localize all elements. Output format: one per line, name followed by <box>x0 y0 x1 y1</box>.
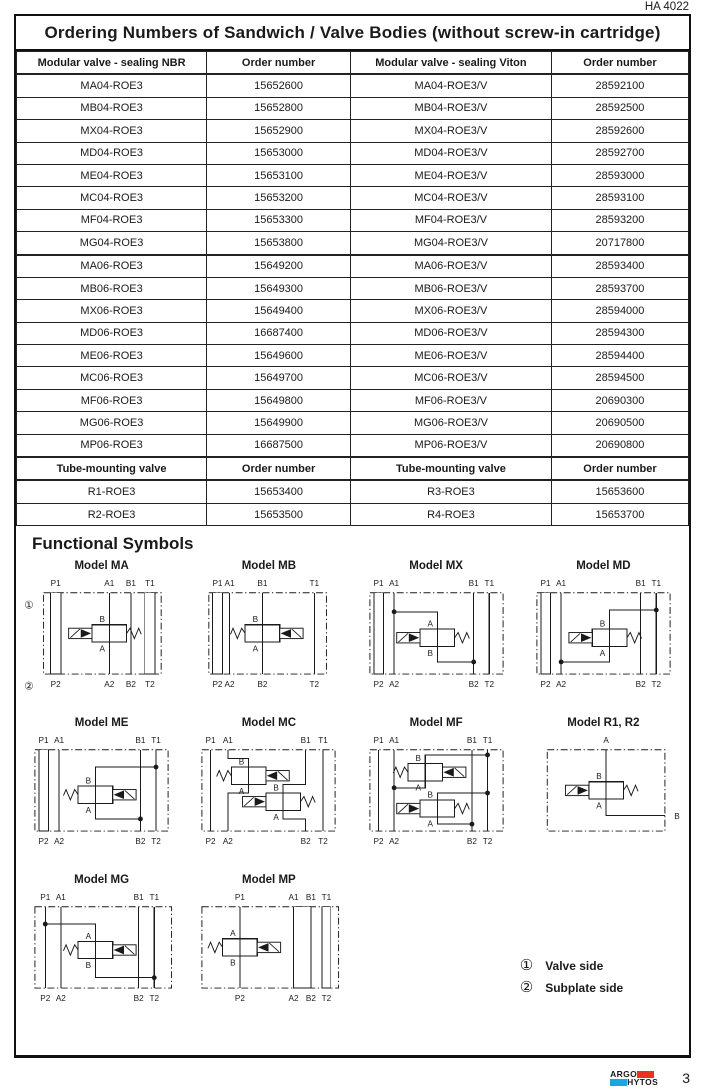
svg-text:T1: T1 <box>149 893 160 903</box>
svg-text:A: A <box>239 787 245 797</box>
table-cell: MD04-ROE3/V <box>350 142 551 164</box>
hydraulic-diagram-mg <box>19 886 184 1014</box>
svg-text:P2: P2 <box>40 994 51 1004</box>
svg-text:B2: B2 <box>306 994 317 1004</box>
model-title: Model MG <box>74 874 130 887</box>
table-cell: 20690500 <box>551 412 688 434</box>
table-row <box>17 503 689 525</box>
svg-text:B1: B1 <box>301 736 312 746</box>
table-cell: 20690300 <box>551 389 688 411</box>
svg-text:B: B <box>674 812 680 822</box>
legend-row-subplate-side <box>520 980 687 995</box>
svg-text:A2: A2 <box>288 994 299 1004</box>
model-title: Model MD <box>576 560 631 573</box>
table-cell: MB06-ROE3 <box>17 277 207 299</box>
page-title: Ordering Numbers of Sandwich / Valve Bodies (without screw-in cartridge) <box>16 16 689 51</box>
table-cell: 28593700 <box>551 277 688 299</box>
logo-text-hytos: HYTOS <box>627 1077 659 1087</box>
table-cell: 15653400 <box>207 480 351 503</box>
table-cell: 15653000 <box>207 142 351 164</box>
svg-text:B1: B1 <box>133 893 144 903</box>
column-header: Order number <box>551 457 688 480</box>
svg-text:B2: B2 <box>135 837 146 847</box>
svg-text:T1: T1 <box>651 579 661 589</box>
svg-text:P2: P2 <box>373 680 384 690</box>
svg-text:T1: T1 <box>484 579 494 589</box>
table-cell: 15652800 <box>207 97 351 119</box>
table-cell: 28593200 <box>551 209 688 231</box>
hydraulic-diagram-r1r2 <box>521 729 686 857</box>
table-cell: 15653200 <box>207 187 351 209</box>
table-cell: 15652900 <box>207 120 351 142</box>
tube-header-row <box>17 457 689 480</box>
table-row <box>17 412 689 434</box>
table-cell: MF06-ROE3/V <box>350 389 551 411</box>
svg-text:B: B <box>415 754 421 764</box>
hydraulic-diagram-ma <box>19 572 184 700</box>
table-cell: MC06-ROE3/V <box>350 367 551 389</box>
svg-text:A2: A2 <box>104 680 115 690</box>
svg-text:A: A <box>253 644 259 654</box>
svg-text:A2: A2 <box>223 837 234 847</box>
svg-text:P2: P2 <box>50 680 61 690</box>
table-cell: 28592500 <box>551 97 688 119</box>
svg-text:A: A <box>273 813 280 823</box>
svg-text:B1: B1 <box>257 579 268 589</box>
svg-text:A1: A1 <box>555 579 567 589</box>
circled-two-icon: ② <box>519 978 534 997</box>
table-cell: 28593000 <box>551 164 688 186</box>
table-cell: MD04-ROE3 <box>17 142 207 164</box>
column-header: Modular valve - sealing NBR <box>17 52 207 75</box>
table-cell: MF04-ROE3/V <box>350 209 551 231</box>
svg-text:P1: P1 <box>38 736 49 746</box>
svg-text:T2: T2 <box>309 680 320 690</box>
column-header: Tube-mounting valve <box>17 457 207 480</box>
functional-symbols-heading: Functional Symbols <box>32 534 194 554</box>
table-cell: 15649200 <box>207 255 351 278</box>
table-row <box>17 480 689 503</box>
svg-text:T2: T2 <box>145 680 155 690</box>
svg-text:B2: B2 <box>126 680 137 690</box>
svg-text:A1: A1 <box>55 893 66 903</box>
table-cell: R4-ROE3 <box>350 503 551 525</box>
table-cell: MX06-ROE3/V <box>350 300 551 322</box>
table-cell: ME04-ROE3/V <box>350 164 551 186</box>
column-header: Order number <box>551 52 688 75</box>
functional-symbol-mp <box>185 872 352 1019</box>
svg-text:A2: A2 <box>388 837 399 847</box>
svg-text:A2: A2 <box>388 680 399 690</box>
svg-text:B: B <box>599 619 606 629</box>
table-cell: 28592700 <box>551 142 688 164</box>
column-header: Tube-mounting valve <box>350 457 551 480</box>
table-cell: 28593100 <box>551 187 688 209</box>
svg-text:B: B <box>427 649 433 659</box>
svg-text:T1: T1 <box>482 736 492 746</box>
svg-text:A2: A2 <box>54 837 65 847</box>
svg-text:T2: T2 <box>151 837 161 847</box>
table-row <box>17 187 689 209</box>
hydraulic-diagram-me <box>19 729 184 857</box>
content-frame <box>14 14 691 1058</box>
svg-text:A: A <box>427 819 433 829</box>
logo-text-argo: ARGO <box>610 1069 638 1079</box>
svg-text:T2: T2 <box>484 680 494 690</box>
svg-text:A2: A2 <box>55 994 66 1004</box>
svg-text:P1: P1 <box>50 579 61 589</box>
svg-text:A: A <box>230 929 237 939</box>
table-cell: MX04-ROE3 <box>17 120 207 142</box>
svg-text:B2: B2 <box>301 837 312 847</box>
model-title: Model ME <box>74 717 129 730</box>
table-cell: MC04-ROE3/V <box>350 187 551 209</box>
functional-symbol-me <box>18 715 185 862</box>
svg-text:B1: B1 <box>306 893 317 903</box>
svg-text:B: B <box>273 783 280 793</box>
svg-text:P1: P1 <box>235 893 246 903</box>
table-cell: 15653800 <box>207 232 351 255</box>
svg-text:B1: B1 <box>135 736 146 746</box>
table-cell: 28592100 <box>551 74 688 97</box>
table-cell: 28594500 <box>551 367 688 389</box>
svg-text:A: A <box>415 783 421 793</box>
hydraulic-diagram-mf <box>354 729 519 857</box>
table-cell: MG04-ROE3/V <box>350 232 551 255</box>
table-cell: MP06-ROE3/V <box>350 434 551 457</box>
table-cell: 15649300 <box>207 277 351 299</box>
svg-text:B2: B2 <box>257 680 268 690</box>
table-cell: MA04-ROE3 <box>17 74 207 97</box>
svg-text:A2: A2 <box>555 680 567 690</box>
model-title: Model MB <box>241 560 297 573</box>
table-cell: R3-ROE3 <box>350 480 551 503</box>
column-header: Order number <box>207 457 351 480</box>
legend-row-valve-side <box>520 958 687 973</box>
svg-text:B: B <box>253 615 259 625</box>
table-cell: 28594000 <box>551 300 688 322</box>
table-cell: MA06-ROE3/V <box>350 255 551 278</box>
model-title: Model MF <box>409 717 463 730</box>
svg-text:A1: A1 <box>224 579 235 589</box>
svg-text:B2: B2 <box>133 994 144 1004</box>
svg-text:P1: P1 <box>373 736 384 746</box>
table-row <box>17 277 689 299</box>
svg-text:T1: T1 <box>309 579 320 589</box>
table-cell: 28593400 <box>551 255 688 278</box>
table-cell: MF04-ROE3 <box>17 209 207 231</box>
functional-symbol-mx <box>353 558 520 705</box>
table-cell: MG06-ROE3/V <box>350 412 551 434</box>
svg-text:B: B <box>239 757 245 767</box>
table-row <box>17 97 689 119</box>
svg-text:A: A <box>599 649 606 659</box>
table-cell: 28592600 <box>551 120 688 142</box>
svg-text:T2: T2 <box>322 994 332 1004</box>
svg-text:A: A <box>603 736 609 746</box>
table-row <box>17 209 689 231</box>
table-cell: 28594400 <box>551 345 688 367</box>
table-cell: 15653600 <box>551 480 688 503</box>
table-cell: MX04-ROE3/V <box>350 120 551 142</box>
svg-text:B1: B1 <box>126 579 137 589</box>
legend-label: Valve side <box>545 958 604 973</box>
table-cell: 15653700 <box>551 503 688 525</box>
model-title: Model MP <box>242 874 296 887</box>
table-cell: MC06-ROE3 <box>17 367 207 389</box>
svg-text:A1: A1 <box>388 579 399 589</box>
functional-symbol-mf <box>353 715 520 862</box>
table-cell: 20690800 <box>551 434 688 457</box>
svg-text:A: A <box>99 644 106 654</box>
svg-text:P2: P2 <box>540 680 551 690</box>
page-number: 3 <box>682 1070 690 1086</box>
table-cell: MB04-ROE3/V <box>350 97 551 119</box>
table-cell: 15649700 <box>207 367 351 389</box>
hydraulic-diagram-mb <box>186 572 351 700</box>
table-cell: ME04-ROE3 <box>17 164 207 186</box>
svg-text:P2: P2 <box>212 680 223 690</box>
hydraulic-diagram-mx <box>354 572 519 700</box>
functional-symbol-ma <box>18 558 185 705</box>
svg-text:T1: T1 <box>145 579 155 589</box>
svg-text:T2: T2 <box>149 994 160 1004</box>
svg-text:B1: B1 <box>466 736 477 746</box>
circled-one-icon: ① <box>519 956 534 975</box>
table-cell: MC04-ROE3 <box>17 187 207 209</box>
functional-symbol-mb <box>185 558 352 705</box>
table-row <box>17 164 689 186</box>
table-cell: MB06-ROE3/V <box>350 277 551 299</box>
legend-label: Subplate side <box>545 980 624 995</box>
table-cell: ME06-ROE3/V <box>350 345 551 367</box>
svg-text:T2: T2 <box>318 837 329 847</box>
document-reference: HA 4022 <box>644 1 689 13</box>
table-row <box>17 367 689 389</box>
table-cell: MG04-ROE3 <box>17 232 207 255</box>
page-footer <box>610 1070 690 1086</box>
svg-text:B2: B2 <box>466 837 477 847</box>
column-header: Modular valve - sealing Viton <box>350 52 551 75</box>
svg-text:A: A <box>427 619 433 629</box>
ordering-table <box>16 51 689 526</box>
svg-text:T1: T1 <box>151 736 161 746</box>
table-row <box>17 74 689 97</box>
column-header: Order number <box>207 52 351 75</box>
table-cell: MB04-ROE3 <box>17 97 207 119</box>
table-row <box>17 322 689 344</box>
svg-text:A1: A1 <box>54 736 65 746</box>
svg-text:A1: A1 <box>288 893 299 903</box>
svg-text:B2: B2 <box>635 680 646 690</box>
svg-text:B: B <box>427 790 433 800</box>
table-cell: 16687400 <box>207 322 351 344</box>
table-row <box>17 345 689 367</box>
svg-text:P1: P1 <box>212 579 223 589</box>
functional-symbol-md <box>520 558 687 705</box>
svg-text:B1: B1 <box>635 579 646 589</box>
table-cell: 15649400 <box>207 300 351 322</box>
table-cell: MP06-ROE3 <box>17 434 207 457</box>
svg-text:P2: P2 <box>38 837 49 847</box>
table-row <box>17 142 689 164</box>
table-cell: 16687500 <box>207 434 351 457</box>
table-cell: MG06-ROE3 <box>17 412 207 434</box>
hydraulic-diagram-mp <box>186 886 351 1014</box>
hydraulic-diagram-mc <box>186 729 351 857</box>
model-title: Model R1, R2 <box>567 717 640 730</box>
svg-text:P1: P1 <box>373 579 384 589</box>
functional-symbol-r1r2 <box>520 715 687 862</box>
model-title: Model MC <box>241 717 297 730</box>
svg-text:T2: T2 <box>651 680 661 690</box>
svg-text:A: A <box>596 801 602 811</box>
svg-text:B1: B1 <box>468 579 479 589</box>
svg-text:A: A <box>85 931 92 941</box>
svg-text:①: ① <box>24 600 34 612</box>
model-title: Model MX <box>409 560 463 573</box>
svg-text:T1: T1 <box>318 736 329 746</box>
svg-text:A2: A2 <box>224 680 235 690</box>
table-cell: R1-ROE3 <box>17 480 207 503</box>
argo-hytos-logo <box>610 1070 658 1086</box>
functional-symbols-grid <box>16 556 689 1019</box>
svg-text:P1: P1 <box>540 579 551 589</box>
table-header-row <box>17 52 689 75</box>
table-cell: ME06-ROE3 <box>17 345 207 367</box>
table-cell: MF06-ROE3 <box>17 389 207 411</box>
table-cell: 15649900 <box>207 412 351 434</box>
logo-cyan-block <box>610 1079 627 1086</box>
table-cell: 28594300 <box>551 322 688 344</box>
diagram-legend <box>520 872 687 1019</box>
svg-text:P1: P1 <box>205 736 216 746</box>
table-cell: MA04-ROE3/V <box>350 74 551 97</box>
svg-text:B: B <box>85 776 92 786</box>
table-cell: 15652600 <box>207 74 351 97</box>
table-cell: MD06-ROE3/V <box>350 322 551 344</box>
svg-text:P2: P2 <box>235 994 246 1004</box>
table-cell: 15649800 <box>207 389 351 411</box>
svg-text:B: B <box>230 958 237 968</box>
svg-text:P2: P2 <box>373 837 384 847</box>
table-row <box>17 120 689 142</box>
svg-text:A1: A1 <box>104 579 115 589</box>
table-row <box>17 389 689 411</box>
svg-text:B: B <box>99 615 106 625</box>
table-cell: 15653100 <box>207 164 351 186</box>
model-title: Model MA <box>74 560 129 573</box>
table-row <box>17 300 689 322</box>
functional-symbol-mg <box>18 872 185 1019</box>
table-row <box>17 255 689 278</box>
svg-text:B: B <box>596 772 602 782</box>
table-cell: 15653300 <box>207 209 351 231</box>
svg-text:②: ② <box>24 681 34 693</box>
svg-text:T2: T2 <box>482 837 492 847</box>
table-cell: MD06-ROE3 <box>17 322 207 344</box>
hydraulic-diagram-md <box>521 572 686 700</box>
table-cell: MX06-ROE3 <box>17 300 207 322</box>
svg-text:P1: P1 <box>40 893 51 903</box>
svg-text:A1: A1 <box>223 736 234 746</box>
table-cell: R2-ROE3 <box>17 503 207 525</box>
functional-symbol-mc <box>185 715 352 862</box>
svg-text:A: A <box>85 806 92 816</box>
table-row <box>17 232 689 255</box>
table-cell: 20717800 <box>551 232 688 255</box>
svg-text:B: B <box>85 961 92 971</box>
table-cell: MA06-ROE3 <box>17 255 207 278</box>
table-row <box>17 434 689 457</box>
svg-text:B2: B2 <box>468 680 479 690</box>
svg-text:P2: P2 <box>205 837 216 847</box>
svg-text:A1: A1 <box>388 736 399 746</box>
table-cell: 15649600 <box>207 345 351 367</box>
svg-text:T1: T1 <box>322 893 332 903</box>
table-cell: 15653500 <box>207 503 351 525</box>
